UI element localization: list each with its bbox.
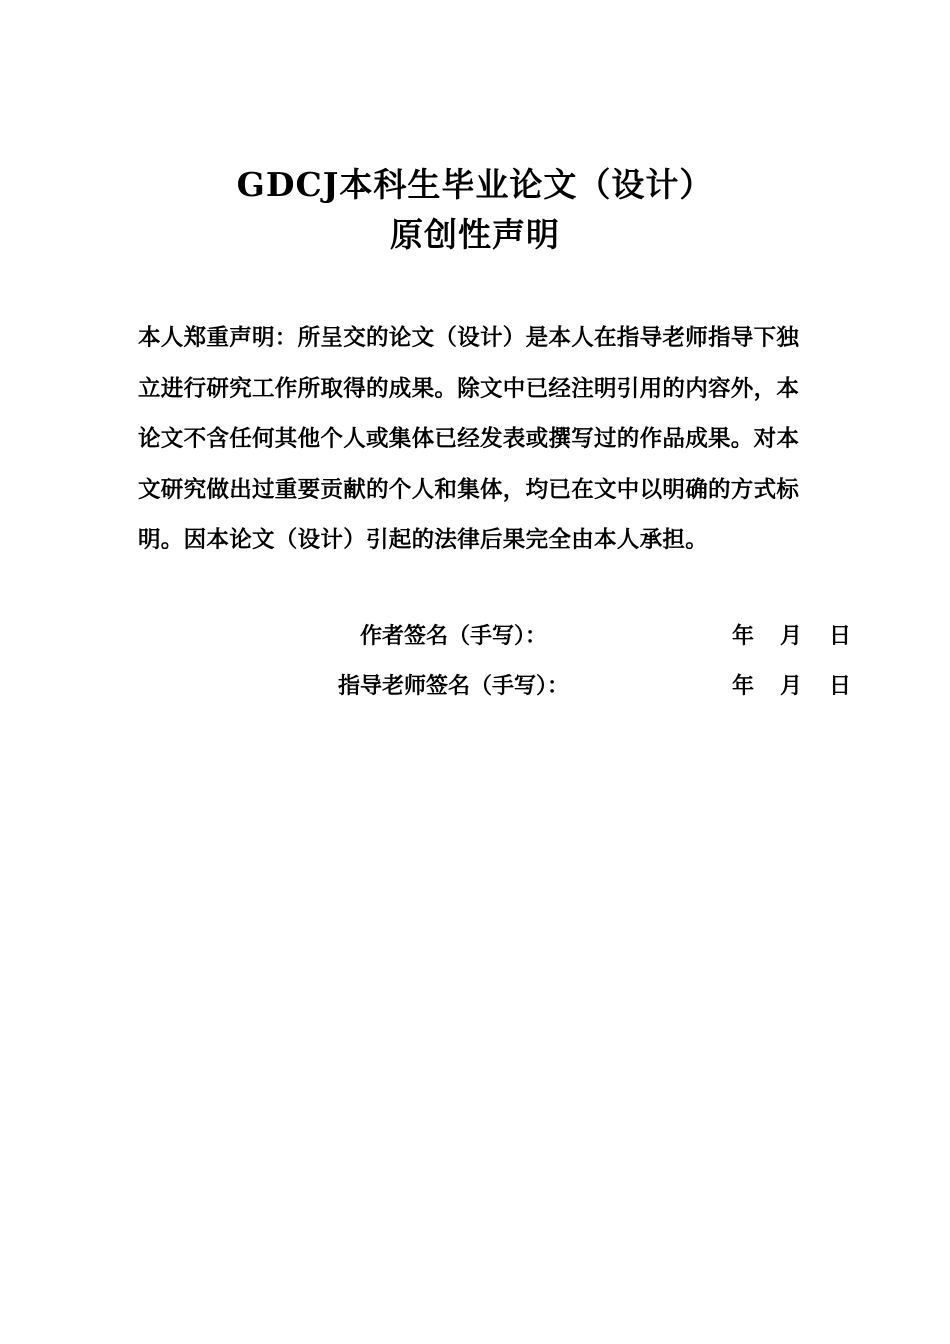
title-line-sub: 原创性声明 (390, 215, 560, 254)
author-signature-row (0, 619, 950, 659)
declaration-line: 本人郑重声明：所呈交的论文（设计）是本人在指导老师指导下独 (138, 325, 800, 351)
declaration-text (138, 313, 832, 566)
advisor-date-month: 月 (780, 673, 803, 699)
declaration-line: 文研究做出过重要贡献的个人和集体，均已在文中以明确的方式标 (138, 476, 800, 503)
declaration-line: 论文不含任何其他个人或集体已经发表或撰写过的作品成果。对本 (138, 426, 800, 452)
author-date-day: 日 (829, 623, 852, 649)
author-signature-label: 作者签名（手写）： (360, 623, 548, 649)
declaration-line: 明。因本论文（设计）引起的法律后果完全由本人承担。 (138, 527, 709, 553)
declaration-line: 立进行研究工作所取得的成果。除文中已经注明引用的内容外，本 (138, 375, 800, 402)
author-date-year: 年 (732, 623, 755, 649)
advisor-date-year: 年 (732, 673, 755, 699)
title-line-main: GDCJ本科生毕业论文（设计） (236, 165, 714, 204)
advisor-signature-row (0, 669, 950, 709)
advisor-date-day: 日 (829, 673, 852, 699)
advisor-signature-label: 指导老师签名（手写）： (338, 673, 570, 699)
author-date-month: 月 (780, 623, 803, 649)
document-title (0, 160, 950, 260)
